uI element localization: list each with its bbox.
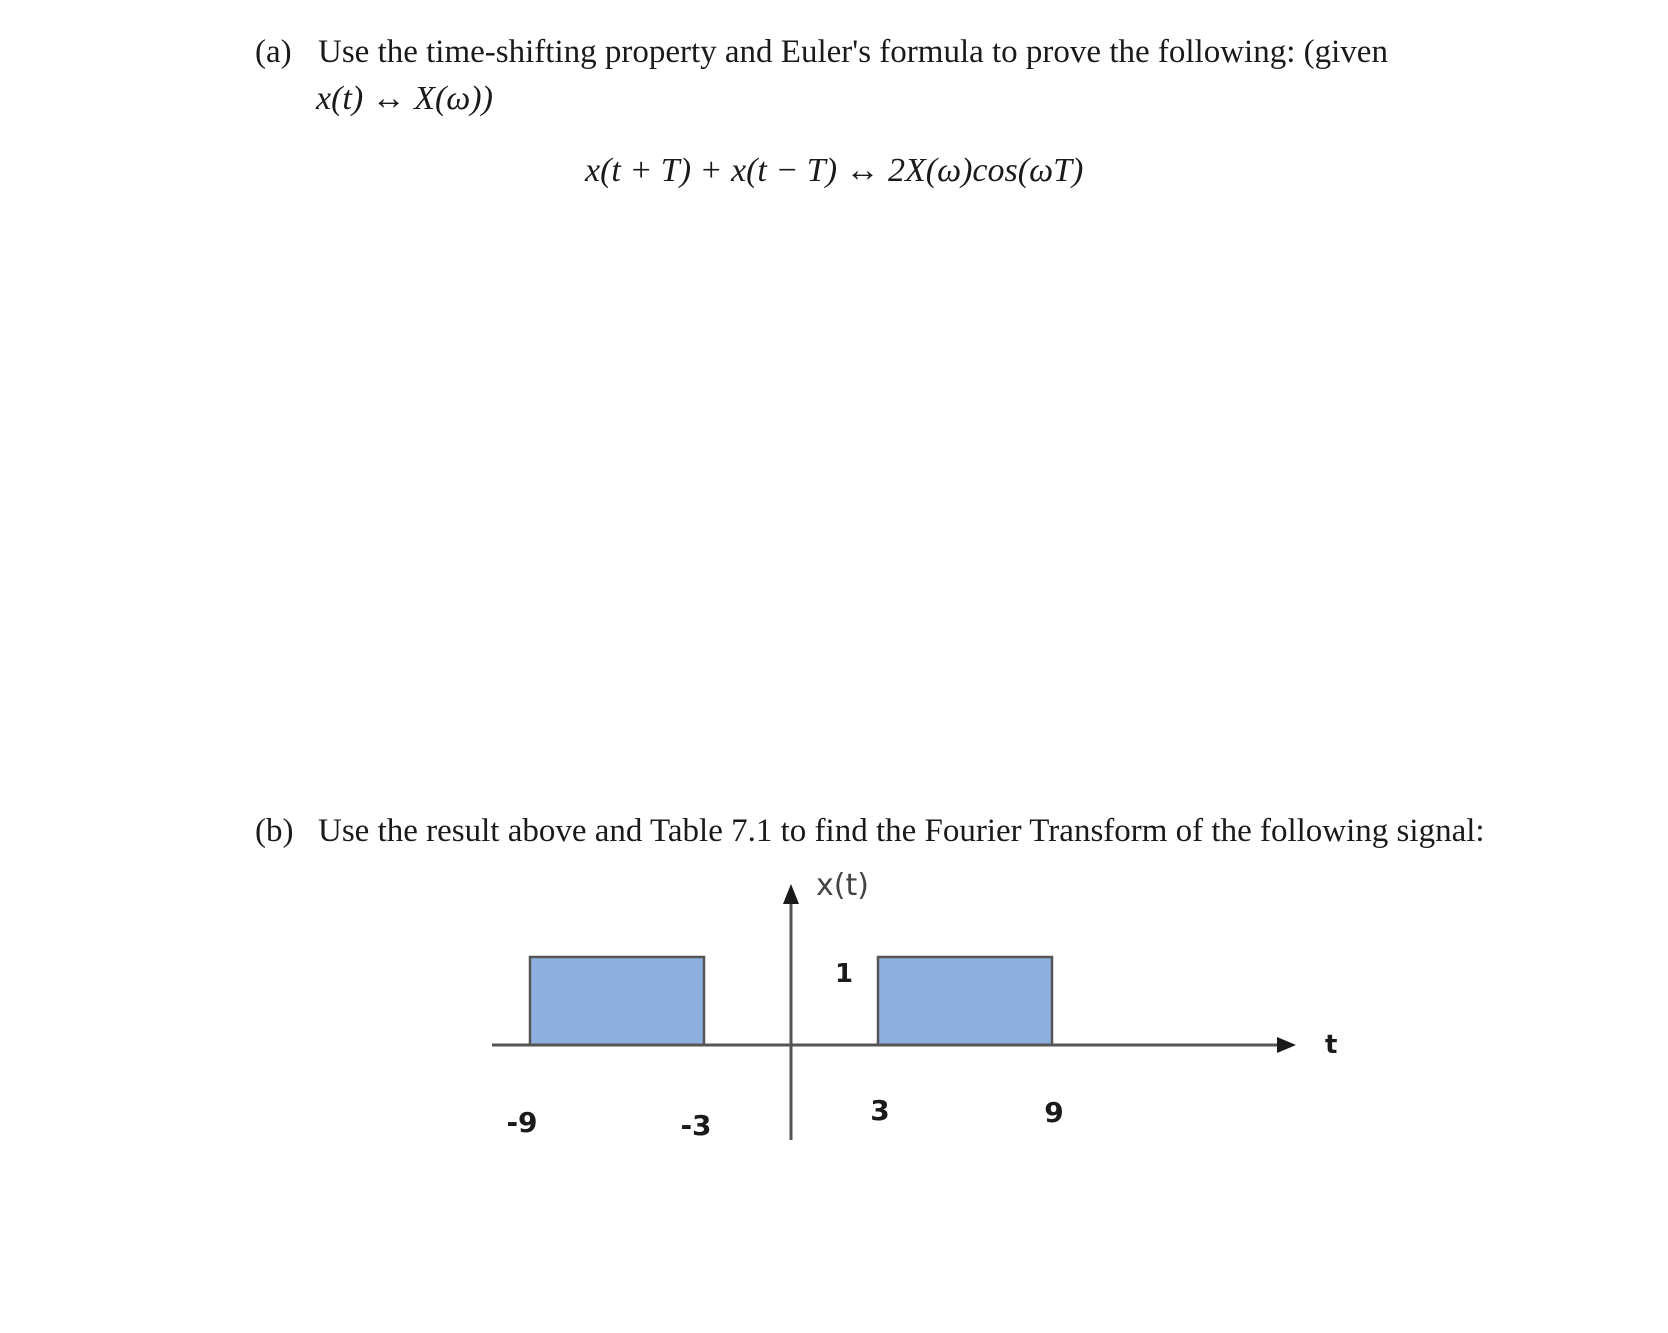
x-axis-arrowhead — [783, 884, 799, 904]
tick-label: 3 — [870, 1094, 890, 1127]
t-axis-label: t — [1325, 1030, 1338, 1060]
part-a-given-pair: x(t) ↔ X(ω)) — [316, 80, 493, 117]
t-axis-arrowhead — [1277, 1037, 1296, 1053]
part-b-label: (b) — [255, 813, 294, 849]
tick-label: 9 — [1044, 1096, 1064, 1129]
tick-label: -9 — [506, 1106, 538, 1139]
part-b-prompt: Use the result above and Table 7.1 to find the Fourier Transform of the following signal: — [318, 813, 1485, 849]
amplitude-label: 1 — [835, 959, 854, 989]
part-a-equation: x(t + T) + x(t − T) ↔ 2X(ω)cos(ωT) — [585, 152, 1084, 189]
part-a-label: (a) — [255, 34, 292, 70]
tick-labels — [506, 1094, 1063, 1142]
pulse-2 — [878, 957, 1052, 1045]
pulse-1 — [530, 957, 704, 1045]
part-a-prompt: Use the time-shifting property and Euler's formula to prove the following: (given — [318, 34, 1388, 70]
signal-plot — [480, 860, 1360, 1150]
tick-label: -3 — [680, 1109, 712, 1142]
y-axis-label: x(t) — [816, 868, 869, 903]
